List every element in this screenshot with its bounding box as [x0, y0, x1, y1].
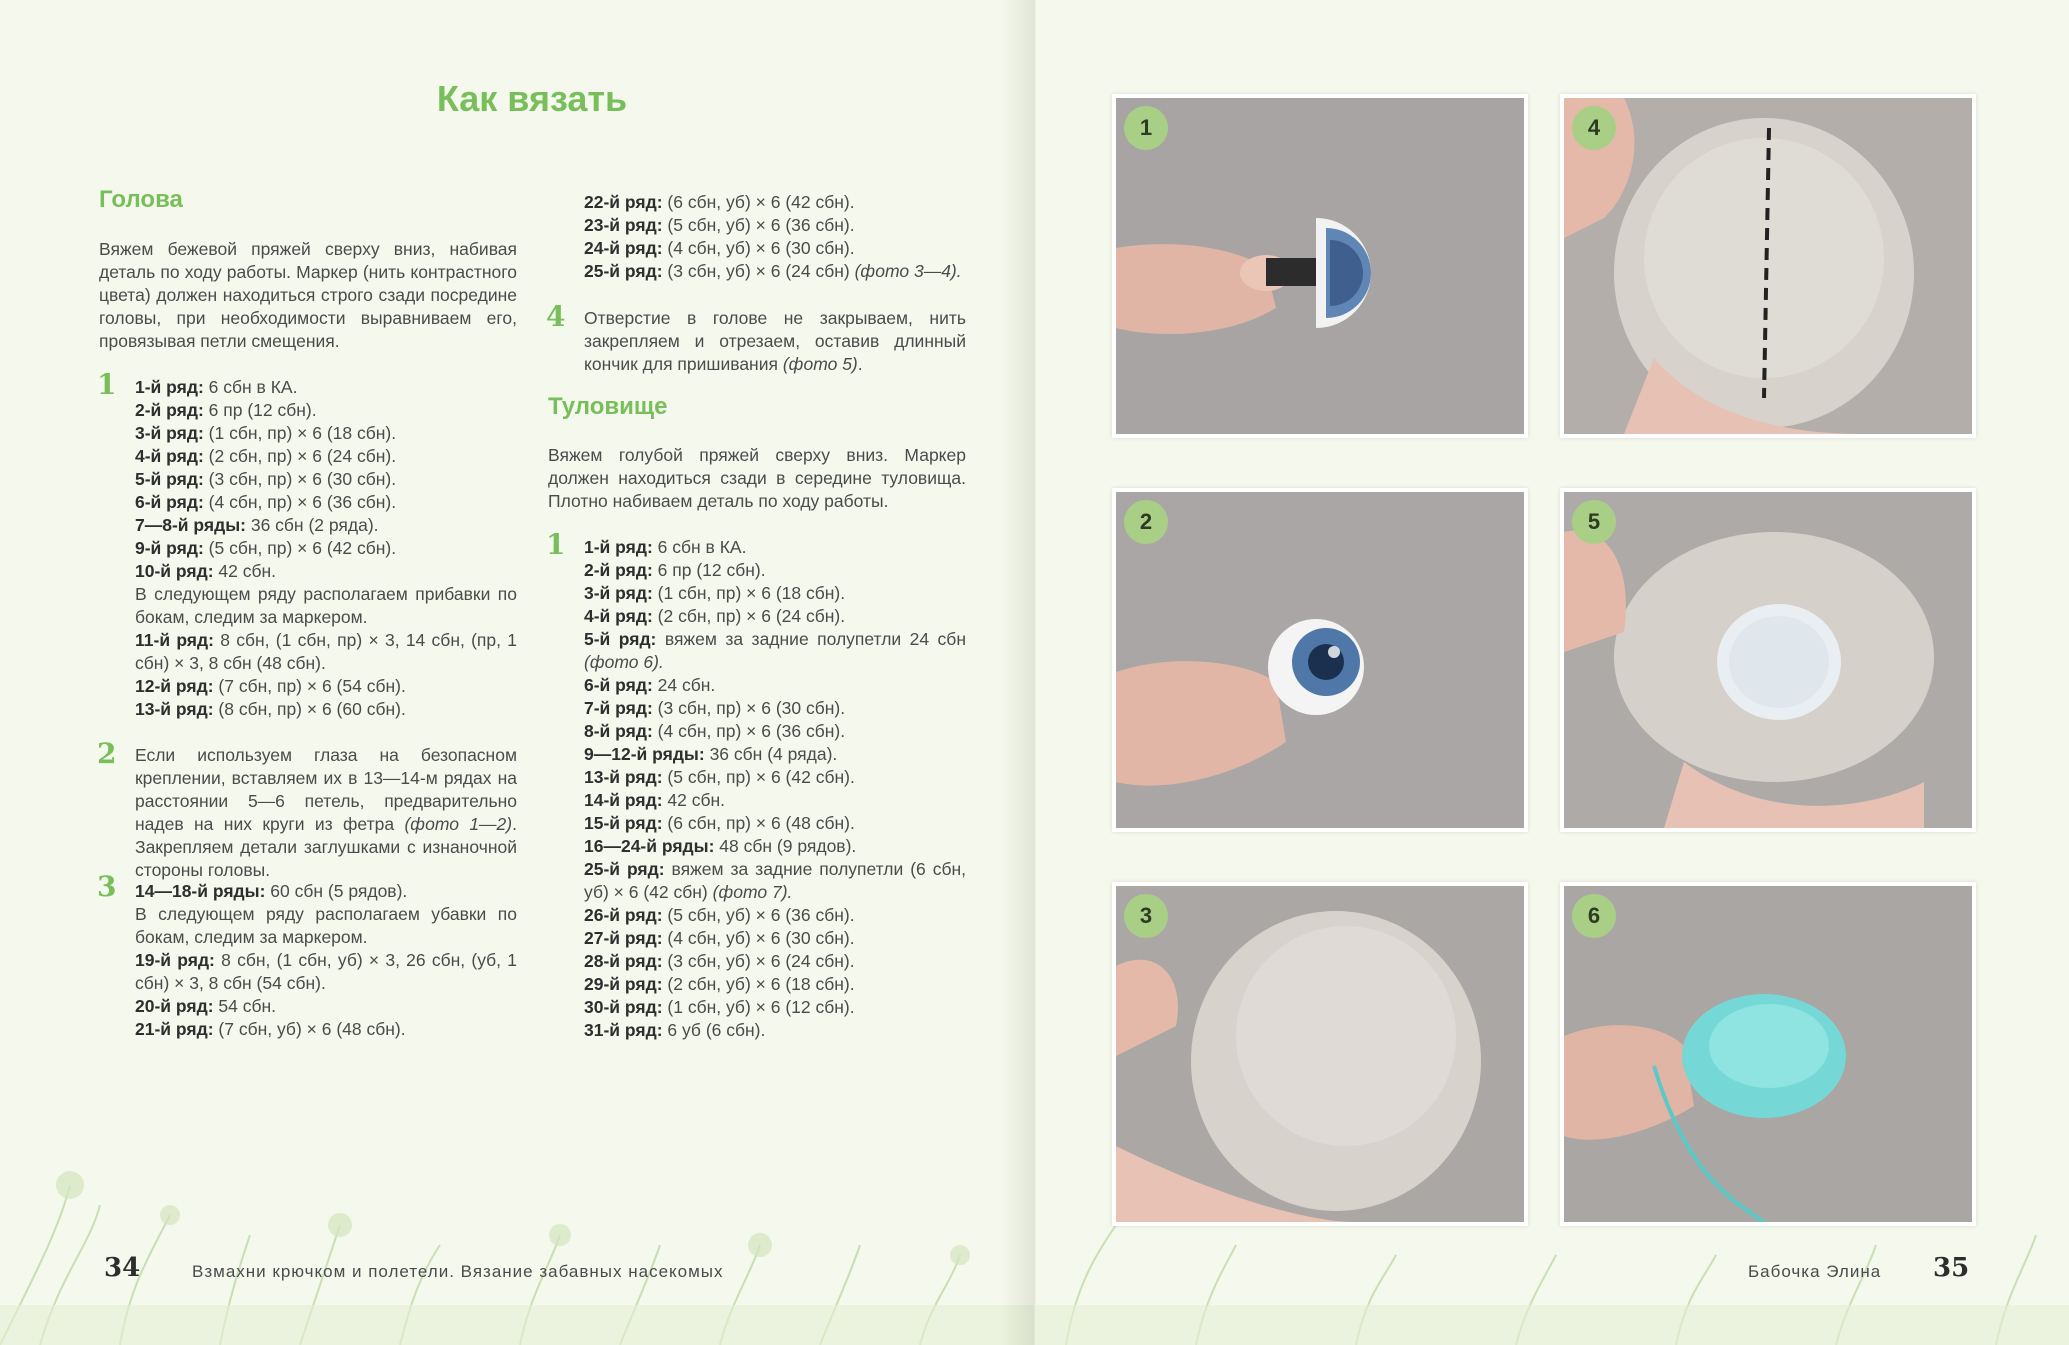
row-text: (5 сбн, уб) × 6 (36 сбн). — [662, 905, 855, 925]
row-text: (3 сбн, пр) × 6 (30 сбн). — [203, 469, 397, 489]
row-label: 8-й ряд: — [584, 721, 653, 741]
row-text: (7 сбн, уб) × 6 (48 сбн). — [213, 1019, 406, 1039]
pattern-row — [135, 675, 517, 698]
head-step1-rows — [135, 376, 517, 721]
photo-badge-1: 1 — [1124, 106, 1168, 150]
pattern-row — [584, 582, 966, 605]
footer-book-title: Взмахни крючком и полетели. Вязание забавных насекомых — [192, 1262, 724, 1281]
row-label: 21-й ряд: — [135, 1019, 214, 1039]
pattern-row — [135, 1018, 517, 1041]
photo-3 — [1112, 882, 1528, 1226]
section-heading-head: Голова — [99, 186, 183, 213]
photo-5 — [1560, 488, 1976, 832]
row-label: 15-й ряд: — [584, 813, 663, 833]
row-label: 22-й ряд: — [584, 192, 663, 212]
pattern-row — [584, 996, 966, 1019]
photo-6-image — [1564, 886, 1972, 1222]
pattern-row — [135, 399, 517, 422]
row-label: 25-й ряд: — [584, 859, 665, 879]
row-label: 6-й ряд: — [584, 675, 653, 695]
row-label: 29-й ряд: — [584, 974, 663, 994]
pattern-row — [135, 583, 517, 629]
row-label: 26-й ряд: — [584, 905, 663, 925]
row-text: (3 сбн, пр) × 6 (30 сбн). — [652, 698, 846, 718]
pattern-row — [584, 720, 966, 743]
step-number-3: 3 — [97, 870, 117, 903]
row-label: 9—12-й ряды: — [584, 744, 705, 764]
pattern-row — [584, 559, 966, 582]
row-text: 8 сбн, (1 сбн, пр) × 3, 14 сбн, (пр, 1 сбн) × 3, 8 сбн (48 сбн). — [135, 630, 518, 673]
pattern-row — [584, 950, 966, 973]
step-number-2: 2 — [97, 737, 117, 770]
photo-ref: (фото 6). — [584, 652, 664, 672]
pattern-row — [135, 995, 517, 1018]
row-text: 42 сбн. — [213, 561, 277, 581]
row-text: 6 пр (12 сбн). — [652, 560, 766, 580]
head-step4 — [584, 307, 966, 376]
row-label: 7-й ряд: — [584, 698, 653, 718]
row-label: 13-й ряд: — [584, 767, 663, 787]
pattern-row — [584, 927, 966, 950]
photo-2-image — [1116, 492, 1524, 828]
row-label: 9-й ряд: — [135, 538, 204, 558]
row-label: 14—18-й ряды: — [135, 881, 266, 901]
pattern-row — [135, 629, 517, 675]
pattern-row — [135, 468, 517, 491]
pattern-row — [584, 835, 966, 858]
photo-ref-1-2: (фото 1—2) — [404, 814, 513, 834]
row-text: 36 сбн (4 ряда). — [704, 744, 838, 764]
row-label: 30-й ряд: — [584, 997, 663, 1017]
pattern-row — [584, 214, 966, 237]
row-label: 12-й ряд: — [135, 676, 214, 696]
pattern-row — [584, 858, 966, 904]
pattern-row — [584, 1019, 966, 1042]
pattern-row — [584, 191, 966, 214]
row-text: 54 сбн. — [213, 996, 277, 1016]
row-text: (5 сбн, пр) × 6 (42 сбн). — [203, 538, 397, 558]
head-intro: Вяжем бежевой пряжей сверху вниз, набивая деталь по ходу работы. Маркер (нить контрастного цвета) должен находиться строго сзади посредине головы, при необходимости выравниваем его, провязывая петли смещения. — [99, 239, 517, 351]
pattern-row — [135, 422, 517, 445]
row-label: 5-й ряд: — [584, 629, 657, 649]
row-label: 4-й ряд: — [584, 606, 653, 626]
row-text: (5 сбн, пр) × 6 (42 сбн). — [662, 767, 855, 787]
step-number-1: 1 — [97, 368, 117, 401]
footer-pattern-title: Бабочка Элина — [1748, 1262, 1882, 1281]
pattern-row — [135, 880, 517, 903]
photo-ref: (фото 3—4). — [854, 261, 962, 281]
row-text: 48 сбн (9 рядов). — [714, 836, 857, 856]
row-label: 3-й ряд: — [584, 583, 653, 603]
row-text: 42 сбн. — [662, 790, 726, 810]
body-intro: Вяжем голубой пряжей сверху вниз. Маркер должен находиться сзади в середине туловища. Плотно набиваем деталь по ходу работы. — [548, 445, 966, 511]
row-label: 7—8-й ряды: — [135, 515, 246, 535]
row-label: 10-й ряд: — [135, 561, 214, 581]
pattern-row — [135, 445, 517, 468]
row-text: (5 сбн, уб) × 6 (36 сбн). — [662, 215, 855, 235]
row-text: (2 сбн, уб) × 6 (18 сбн). — [662, 974, 855, 994]
pattern-row — [584, 536, 966, 559]
row-text: (6 сбн, пр) × 6 (48 сбн). — [662, 813, 855, 833]
pattern-row — [584, 628, 966, 674]
row-text: 6 сбн в КА. — [203, 377, 298, 397]
pattern-row — [584, 904, 966, 927]
photo-badge-3: 3 — [1124, 894, 1168, 938]
left-page — [0, 0, 1034, 1345]
pattern-row — [584, 674, 966, 697]
row-label: 4-й ряд: — [135, 446, 204, 466]
meadow-illustration — [0, 1045, 1034, 1345]
row-text: 6 уб (6 сбн). — [662, 1020, 766, 1040]
head-step2-text-b: . Закрепляем детали заглушками с изнаночной стороны головы. — [135, 814, 517, 880]
photo-1 — [1112, 94, 1528, 438]
row-label: 20-й ряд: — [135, 996, 214, 1016]
step-number-4: 4 — [546, 300, 566, 333]
pattern-row — [135, 514, 517, 537]
row-text: (4 сбн, уб) × 6 (30 сбн). — [662, 238, 855, 258]
pattern-row — [135, 491, 517, 514]
row-label: 28-й ряд: — [584, 951, 663, 971]
row-text: (2 сбн, пр) × 6 (24 сбн). — [652, 606, 846, 626]
row-label: 25-й ряд: — [584, 261, 663, 281]
row-text: 6 сбн в КА. — [652, 537, 747, 557]
row-text: 24 сбн. — [652, 675, 716, 695]
photo-1-image — [1116, 98, 1524, 434]
row-label: 13-й ряд: — [135, 699, 214, 719]
pattern-row — [135, 949, 517, 995]
photo-badge-2: 2 — [1124, 500, 1168, 544]
photo-ref-5: (фото 5) — [782, 354, 858, 374]
row-text: В следующем ряду располагаем убавки по бокам, следим за маркером. — [135, 904, 517, 947]
row-label: 14-й ряд: — [584, 790, 663, 810]
row-label: 19-й ряд: — [135, 950, 215, 970]
pattern-row — [584, 743, 966, 766]
page-number-right: 35 — [1933, 1253, 1970, 1283]
pattern-row — [584, 260, 966, 283]
pattern-row — [135, 698, 517, 721]
row-text: 8 сбн, (1 сбн, уб) × 3, 26 сбн, (уб, 1 сбн) × 3, 8 сбн (54 сбн). — [135, 950, 517, 993]
row-label: 1-й ряд: — [584, 537, 653, 557]
head-step4-text-b: . — [857, 354, 863, 374]
right-page — [1036, 0, 2069, 1345]
head-step3-continued — [584, 191, 966, 283]
photo-2 — [1112, 488, 1528, 832]
row-label: 1-й ряд: — [135, 377, 204, 397]
head-step4-text-a: Отверстие в голове не закрываем, нить закрепляем и отрезаем, оставив длинный кончик для пришивания — [584, 308, 966, 374]
row-text: (3 сбн, уб) × 6 (24 сбн). — [662, 951, 855, 971]
photo-badge-5: 5 — [1572, 500, 1616, 544]
head-step2 — [135, 744, 517, 882]
row-text: 36 сбн (2 ряда). — [245, 515, 379, 535]
head-step2-text-a: Если используем глаза на безопасном креплении, вставляем их в 13—14-м рядах на расстоянии 5—6 петель, предварительно надев на них круги из фетра — [135, 745, 517, 834]
row-text: 6 пр (12 сбн). — [203, 400, 317, 420]
pattern-row — [135, 537, 517, 560]
page-number-left: 34 — [104, 1253, 141, 1283]
row-label: 2-й ряд: — [584, 560, 653, 580]
photo-6 — [1560, 882, 1976, 1226]
pattern-row — [135, 376, 517, 399]
step-number-body-1: 1 — [546, 528, 566, 561]
row-text: (4 сбн, уб) × 6 (30 сбн). — [662, 928, 855, 948]
pattern-row — [584, 237, 966, 260]
row-label: 27-й ряд: — [584, 928, 663, 948]
row-text: (1 сбн, пр) × 6 (18 сбн). — [203, 423, 397, 443]
pattern-row — [584, 812, 966, 835]
pattern-row — [584, 973, 966, 996]
row-text: (1 сбн, уб) × 6 (12 сбн). — [662, 997, 855, 1017]
pattern-row — [584, 605, 966, 628]
row-label: 3-й ряд: — [135, 423, 204, 443]
section-heading-body: Туловище — [548, 393, 668, 420]
photo-4 — [1560, 94, 1976, 438]
row-label: 24-й ряд: — [584, 238, 663, 258]
row-text: (1 сбн, пр) × 6 (18 сбн). — [652, 583, 846, 603]
row-text: (7 сбн, пр) × 6 (54 сбн). — [213, 676, 406, 696]
pattern-row — [135, 560, 517, 583]
row-text: вяжем за задние полупетли 24 сбн — [656, 629, 966, 649]
photo-badge-4: 4 — [1572, 106, 1616, 150]
page-title: Как вязать — [436, 78, 628, 119]
row-label: 5-й ряд: — [135, 469, 204, 489]
pattern-row — [584, 789, 966, 812]
row-text: (3 сбн, уб) × 6 (24 сбн) — [662, 261, 855, 281]
row-text: вяжем за задние полупетли (6 сбн, уб) × 6 (42 сбн) — [584, 859, 966, 902]
row-text: (8 сбн, пр) × 6 (60 сбн). — [213, 699, 406, 719]
head-step3-rows — [135, 880, 517, 1041]
photo-ref: (фото 7). — [712, 882, 793, 902]
row-text: (4 сбн, пр) × 6 (36 сбн). — [203, 492, 397, 512]
row-label: 2-й ряд: — [135, 400, 204, 420]
row-label: 31-й ряд: — [584, 1020, 663, 1040]
body-step1-rows — [584, 536, 966, 1042]
row-text: В следующем ряду располагаем прибавки по бокам, следим за маркером. — [135, 584, 517, 627]
row-label: 11-й ряд: — [135, 630, 214, 650]
pattern-row — [135, 903, 517, 949]
row-label: 6-й ряд: — [135, 492, 204, 512]
pattern-row — [584, 697, 966, 720]
pattern-row — [584, 766, 966, 789]
row-label: 16—24-й ряды: — [584, 836, 715, 856]
row-text: (2 сбн, пр) × 6 (24 сбн). — [203, 446, 397, 466]
row-text: (6 сбн, уб) × 6 (42 сбн). — [662, 192, 855, 212]
photo-4-image — [1564, 98, 1972, 434]
row-text: 60 сбн (5 рядов). — [265, 881, 408, 901]
row-text: (4 сбн, пр) × 6 (36 сбн). — [652, 721, 846, 741]
photo-badge-6: 6 — [1572, 894, 1616, 938]
photo-3-image — [1116, 886, 1524, 1222]
row-label: 23-й ряд: — [584, 215, 663, 235]
photo-5-image — [1564, 492, 1972, 828]
